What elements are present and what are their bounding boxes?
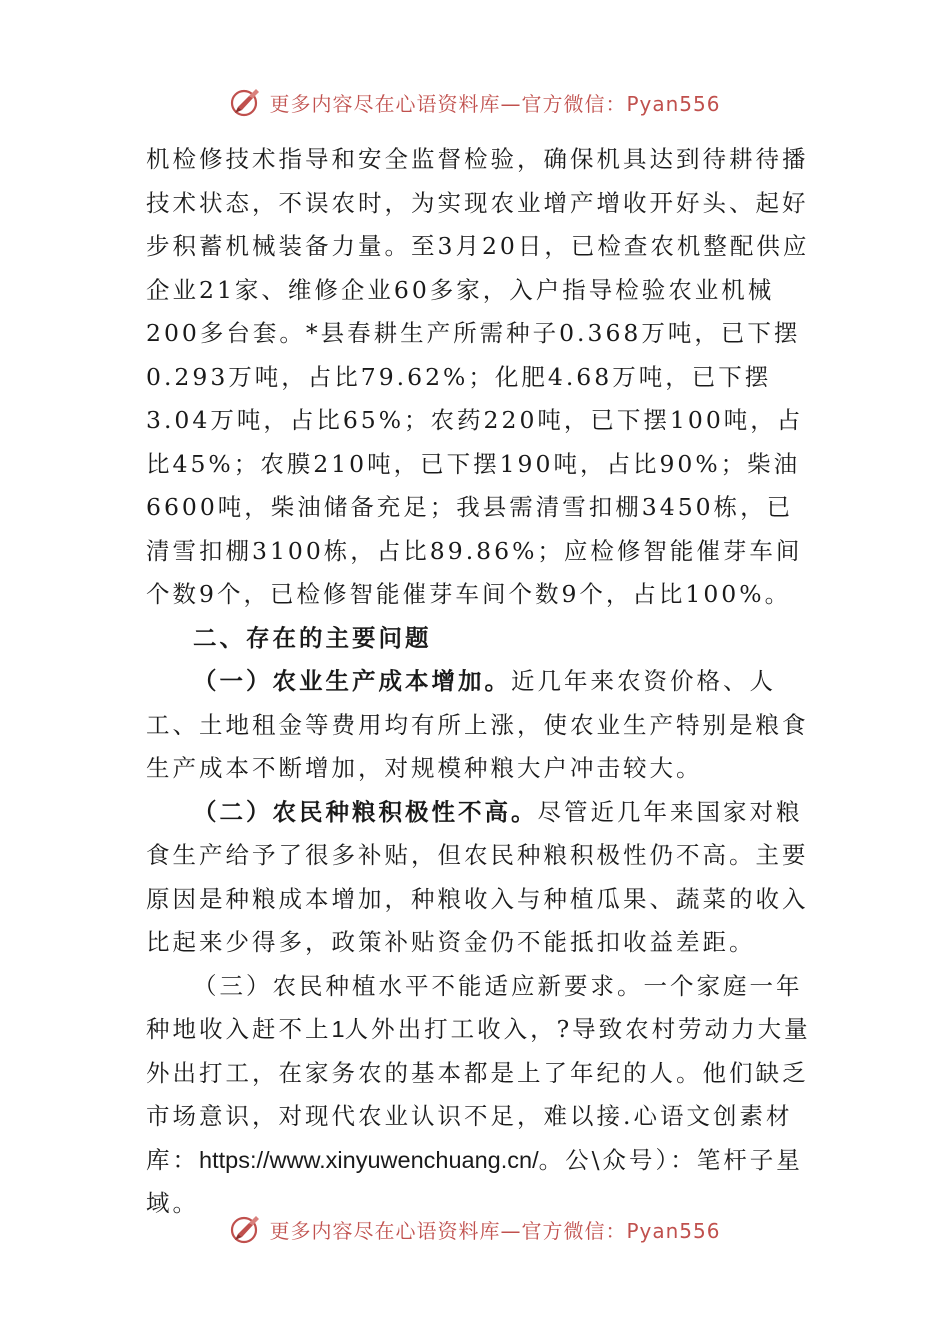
pen-logo-icon [229, 85, 263, 119]
paragraph-cost [146, 660, 816, 791]
document-body [146, 138, 816, 1226]
paragraph-skills-text-c: 。公\众号）：笔杆子星域。 [146, 1145, 803, 1217]
paragraph-enthusiasm-text: 尽管近几年来国家对粮食生产给予了很多补贴，但农民种粮积极性仍不高。主要原因是种粮成本增加，种粮收入与种植瓜果、蔬菜的收入比起来少得多，政策补贴资金仍不能抵扣收益差距。 [146, 797, 809, 956]
pen-logo-icon [229, 1212, 263, 1246]
paragraph-skills-number: 1 [331, 1016, 345, 1042]
banner-text-footer: 更多内容尽在心语资料库—官方微信：Pyan556 [269, 1218, 721, 1243]
paragraph-skills-text-b: 人外出打工收入，?导致农村劳动力大量外出打工，在家务农的基本都是上了年纪的人。他们缺乏市场意识，对现代农业认识不足，难以接.心语文创素材库： [146, 1015, 811, 1174]
paragraph-enthusiasm [146, 791, 816, 965]
footer-banner [0, 1209, 950, 1249]
paragraph-skills-text-a: （三）农民种植水平不能适应新要求。一个家庭一年种地收入赶不上 [146, 971, 803, 1043]
paragraph-cost-text: 近几年来农资价格、人工、土地租金等费用均有所上涨，使农业生产特别是粮食生产成本不断增加，对规模种粮大户冲击较大。 [146, 667, 809, 782]
header-banner [0, 82, 950, 122]
source-url: https://www.xinyuwenchuang.cn/ [199, 1146, 539, 1173]
banner-content-footer [229, 1212, 720, 1246]
paragraph-progress: 机检修技术指导和安全监督检验，确保机具达到待耕待播技术状态，不误农时，为实现农业增产增收开好头、起好步积蓄机械装备力量。至3月20日，已检查农机整配供应企业21家、维修企业60多家，入户指导检验农业机械200多台套。*县春耕生产所需种子0.368万吨，已下摆0.293万吨，占比79.62%；化肥4.68万吨，已下摆3.04万吨，占比65%；农药220吨，已下摆100吨，占比45%；农膜210吨，已下摆190吨，占比90%；柴油6600吨，柴油储备充足；我县需清雪扣棚3450栋，已清雪扣棚3100栋，占比89.86%；应检修智能催芽车间个数9个，已检修智能催芽车间个数9个，占比100%。 [146, 145, 810, 608]
section-heading: 二、存在的主要问题 [193, 623, 432, 652]
paragraph-skills [146, 965, 816, 1226]
banner-content [229, 85, 720, 119]
paragraph-cost-title: （一）农业生产成本增加。 [193, 667, 511, 695]
paragraph-enthusiasm-title: （二）农民种粮积极性不高。 [193, 797, 538, 826]
banner-text: 更多内容尽在心语资料库—官方微信：Pyan556 [269, 91, 721, 116]
